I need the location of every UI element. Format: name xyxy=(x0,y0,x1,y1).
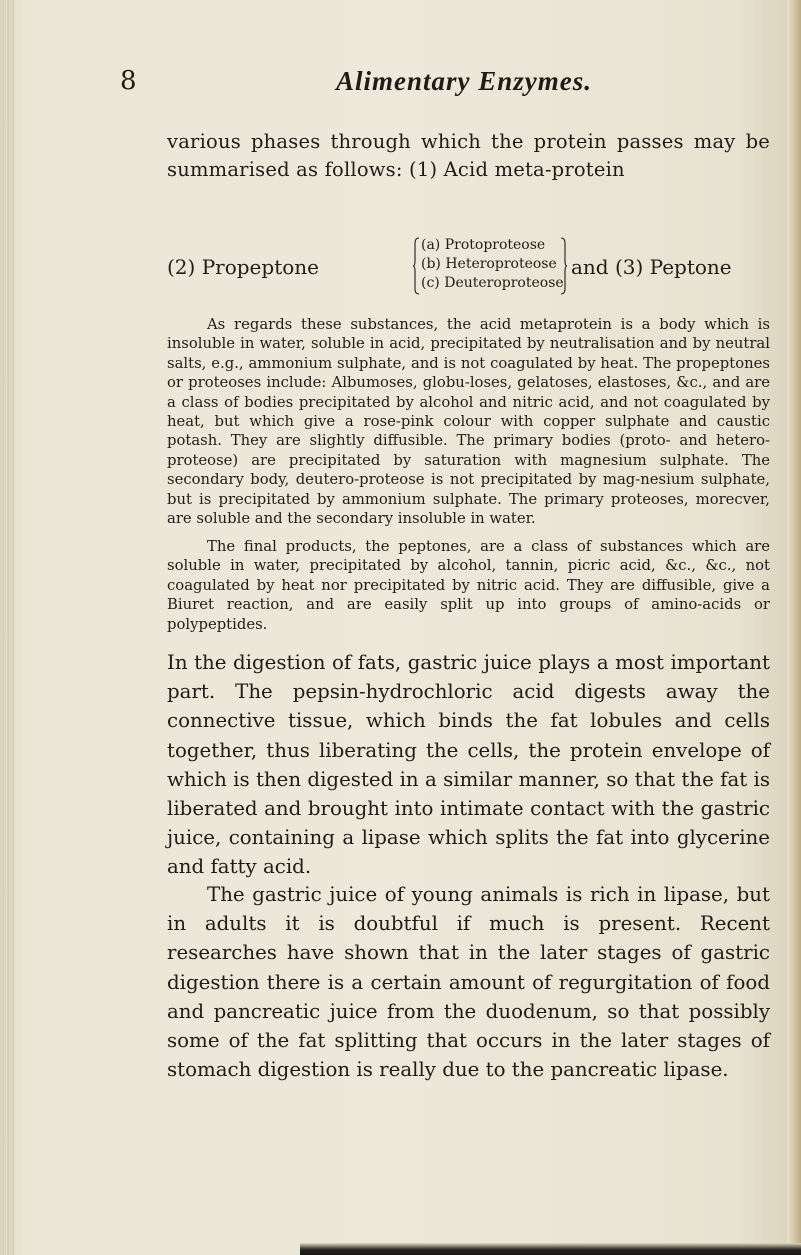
scheme-items xyxy=(421,236,564,293)
paragraph-lipase: The gastric juice of young animals is rich in lipase, but in adults it is doubtful if much is present. Recent researches have shown that in the later stages of gastric digestion there is a certain amount of regurgitation of food and pancreatic juice from the duodenum, so that possibly some of the fat splitting that occurs in the later stages of stomach digestion is really due to the pancreatic lipase. xyxy=(167,883,770,1082)
page-header xyxy=(120,58,680,102)
paragraph-substances: As regards these substances, the acid metaprotein is a body which is insoluble in water, soluble in acid, precipitated by neutralisation and by neutral salts, e.g., ammonium sulphate, and is not coagulated by heat. The propeptones or proteoses include: Albumoses, globu-loses, gelatoses, elastoses, &c., and are a class of bodies precipitated by alcohol and nitric acid, and not coagulated by heat, but which give a rose-pink colour with copper sulphate and caustic potash. They are slightly diffusible. The primary bodies (proto- and hetero-proteose) are precipitated by saturation with magnesium sulphate. The secondary body, deutero-proteose is not precipitated by mag-nesium sulphate, but is precipitated by ammonium sulphate. The primary proteoses, morecver, are soluble and the secondary insoluble in water. xyxy=(167,316,770,528)
scheme-propeptone: (2) Propeptone xyxy=(167,255,319,279)
left-brace xyxy=(413,237,419,295)
page-number: 8 xyxy=(120,66,137,96)
intro-paragraph: various phases through which the protein passes may be summarised as follows: (1) Acid meta-protein xyxy=(167,130,770,181)
scheme-item: (a) Protoproteose xyxy=(421,237,546,253)
proteose-scheme xyxy=(167,235,770,301)
paragraph-fat-digestion: In the digestion of fats, gastric juice plays a most important part. The pepsin-hydrochloric acid digests away the connective tissue, which binds the fat lobules and cells together, thus liberating the cells, the protein envelope of which is then digested in a similar manner, so that the fat is liberated and brought into intimate contact with the gastric juice, containing a lipase which splits the fat into glycerine and fatty acid. xyxy=(167,651,770,879)
page-right-edge xyxy=(787,0,801,1255)
paragraph-peptones: The final products, the peptones, are a class of substances which are soluble in water, precipitated by alcohol, tannin, picric acid, &c., &c., not coagulated by heat nor precipitated by nitric acid. They are diffusible, give a Biuret reaction, and are easily split up into groups of amino-acids or polypeptides. xyxy=(167,538,770,633)
scheme-item: (c) Deuteroproteose xyxy=(421,275,564,291)
running-title: Alimentary Enzymes. xyxy=(336,66,593,96)
right-brace xyxy=(561,237,567,295)
page-bottom-edge xyxy=(300,1243,801,1255)
scheme-peptone: and (3) Peptone xyxy=(571,255,732,279)
page-left-edge xyxy=(0,0,14,1255)
scheme-item: (b) Heteroproteose xyxy=(421,256,557,272)
